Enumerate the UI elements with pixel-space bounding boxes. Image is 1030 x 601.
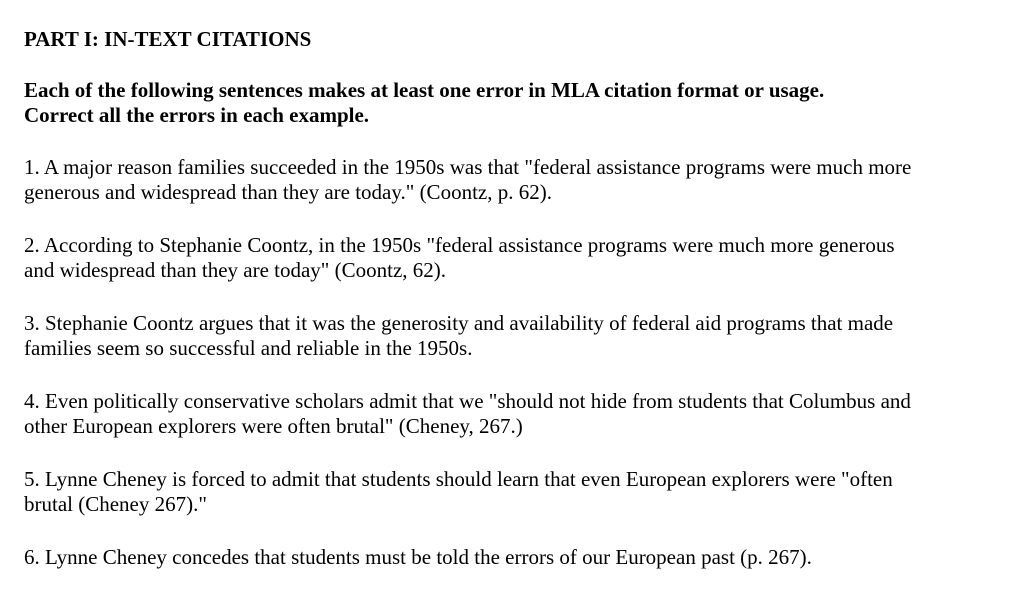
item-number: 5. <box>24 467 40 491</box>
item-text: Lynne Cheney concedes that students must be told the errors of our European past (p. 267). <box>45 545 812 569</box>
exercise-item-line: and widespread than they are today" (Coontz, 62). <box>24 258 447 282</box>
item-number: 6. <box>24 545 40 569</box>
exercise-item-line: other European explorers were often brutal" (Cheney, 267.) <box>24 414 523 438</box>
item-number: 4. <box>24 389 40 413</box>
exercise-item-line: generous and widespread than they are today." (Coontz, p. 62). <box>24 180 552 204</box>
exercise-item-line <box>24 467 1016 492</box>
exercise-item-line <box>24 389 1016 414</box>
item-number: 1. <box>24 155 40 179</box>
item-text: Lynne Cheney is forced to admit that students should learn that even European explorers were "often <box>45 467 893 491</box>
document-page <box>24 26 1016 598</box>
instructions-line-2: Correct all the errors in each example. <box>24 103 370 127</box>
exercise-item-2 <box>24 233 1016 283</box>
exercise-item-line <box>24 311 1016 336</box>
exercise-item-line <box>24 155 1016 180</box>
exercise-item-5 <box>24 467 1016 517</box>
instructions-line-1: Each of the following sentences makes at least one error in MLA citation format or usage. <box>24 78 825 102</box>
exercise-item-4 <box>24 389 1016 439</box>
section-heading: PART I: IN-TEXT CITATIONS <box>24 27 312 51</box>
exercise-item-1 <box>24 155 1016 205</box>
item-text: A major reason families succeeded in the 1950s was that "federal assistance programs were much more <box>43 155 912 179</box>
exercise-item-6 <box>24 545 1016 570</box>
instructions <box>24 78 1016 128</box>
exercise-item-line <box>24 233 1016 258</box>
exercise-item-3 <box>24 311 1016 361</box>
exercise-item-line: families seem so successful and reliable in the 1950s. <box>24 336 473 360</box>
exercise-item-line <box>24 545 1016 570</box>
item-text: Stephanie Coontz argues that it was the generosity and availability of federal aid programs that made <box>45 311 894 335</box>
item-number: 2. <box>24 233 40 257</box>
exercise-item-line: brutal (Cheney 267)." <box>24 492 207 516</box>
item-text: Even politically conservative scholars admit that we "should not hide from students that Columbus and <box>45 389 911 413</box>
item-number: 3. <box>24 311 40 335</box>
item-text: According to Stephanie Coontz, in the 1950s "federal assistance programs were much more generous <box>43 233 895 257</box>
